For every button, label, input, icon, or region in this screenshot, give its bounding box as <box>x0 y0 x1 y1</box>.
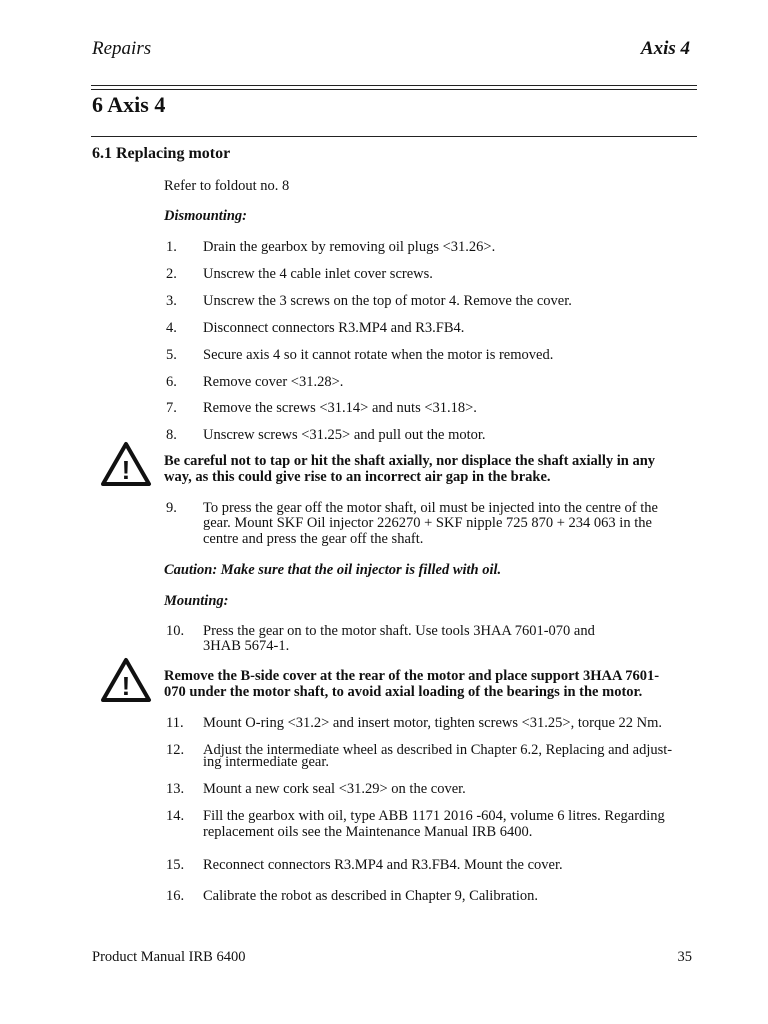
step-text: gear. Mount SKF Oil injector 226270 + SKF nipple 725 870 + 234 063 in the <box>203 515 652 531</box>
step-text: Adjust the intermediate wheel as described in Chapter 6.2, Replacing and adjust- <box>203 742 673 758</box>
step-text: Unscrew screws <31.25> and pull out the motor. <box>203 427 486 443</box>
dismounting-label: Dismounting: <box>164 208 247 224</box>
step-number: 5. <box>166 347 177 363</box>
step-text: ing intermediate gear. <box>203 754 330 770</box>
step-number: 2. <box>166 266 177 282</box>
step-number: 6. <box>166 374 177 390</box>
warning-triangle-icon <box>100 441 152 487</box>
warning-text-line: way, as this could give rise to an incorrect air gap in the brake. <box>164 469 551 485</box>
caution-note: Caution: Make sure that the oil injector is filled with oil. <box>164 562 502 578</box>
warning-text-line: Remove the B-side cover at the rear of the motor and place support 3HAA 7601- <box>164 668 660 684</box>
footer-manual-title: Product Manual IRB 6400 <box>92 949 246 965</box>
step-text: Drain the gearbox by removing oil plugs <31.26>. <box>203 239 496 255</box>
step-text: Calibrate the robot as described in Chapter 9, Calibration. <box>203 888 539 904</box>
step-text: centre and press the gear off the shaft. <box>203 531 424 547</box>
step-text: Remove cover <31.28>. <box>203 374 344 390</box>
step-text: Secure axis 4 so it cannot rotate when the motor is removed. <box>203 347 554 363</box>
step-number: 11. <box>166 715 184 731</box>
step-text: replacement oils see the Maintenance Manual IRB 6400. <box>203 824 533 840</box>
step-text: Unscrew the 4 cable inlet cover screws. <box>203 266 433 282</box>
step-text: Mount a new cork seal <31.29> on the cover. <box>203 781 466 797</box>
step-text: Unscrew the 3 screws on the top of motor 4. Remove the cover. <box>203 293 572 309</box>
step-number: 10. <box>166 623 185 639</box>
step-number: 12. <box>166 742 185 758</box>
warning-text-line: 070 under the motor shaft, to avoid axial loading of the bearings in the motor. <box>164 684 643 700</box>
step-text: Press the gear on to the motor shaft. Use tools 3HAA 7601-070 and <box>203 623 595 639</box>
warning-text-line: Be careful not to tap or hit the shaft axially, nor displace the shaft axially in any <box>164 453 656 469</box>
warning-exclamation-glyph: ! <box>121 671 131 701</box>
step-text: Remove the screws <31.14> and nuts <31.18>. <box>203 400 477 416</box>
step-number: 1. <box>166 239 177 255</box>
warning-triangle-icon <box>100 657 152 703</box>
page-number: 35 <box>677 949 692 965</box>
step-number: 3. <box>166 293 177 309</box>
step-text: Reconnect connectors R3.MP4 and R3.FB4. Mount the cover. <box>203 857 563 873</box>
step-number: 9. <box>166 500 177 516</box>
step-number: 16. <box>166 888 185 904</box>
warning-exclamation-glyph: ! <box>121 455 131 485</box>
step-number: 13. <box>166 781 185 797</box>
step-text: 3HAB 5674-1. <box>203 638 290 654</box>
header-rule-bottom <box>91 89 697 90</box>
step-number: 4. <box>166 320 177 336</box>
step-number: 8. <box>166 427 177 443</box>
step-text: Disconnect connectors R3.MP4 and R3.FB4. <box>203 320 465 336</box>
step-text: Fill the gearbox with oil, type ABB 1171 2016 -604, volume 6 litres. Regarding <box>203 808 665 824</box>
running-header-right: Axis 4 <box>640 38 690 59</box>
chapter-rule <box>91 136 697 137</box>
running-header-left: Repairs <box>92 38 152 59</box>
section-title: 6.1 Replacing motor <box>92 145 231 162</box>
step-number: 15. <box>166 857 185 873</box>
chapter-title: 6 Axis 4 <box>92 92 166 117</box>
step-number: 14. <box>166 808 185 824</box>
header-rule-top <box>91 85 697 86</box>
step-number: 7. <box>166 400 177 416</box>
mounting-label: Mounting: <box>164 593 229 609</box>
refer-text: Refer to foldout no. 8 <box>164 178 290 194</box>
step-text: To press the gear off the motor shaft, oil must be injected into the centre of the <box>203 500 658 516</box>
step-text: Mount O-ring <31.2> and insert motor, tighten screws <31.25>, torque 22 Nm. <box>203 715 663 731</box>
